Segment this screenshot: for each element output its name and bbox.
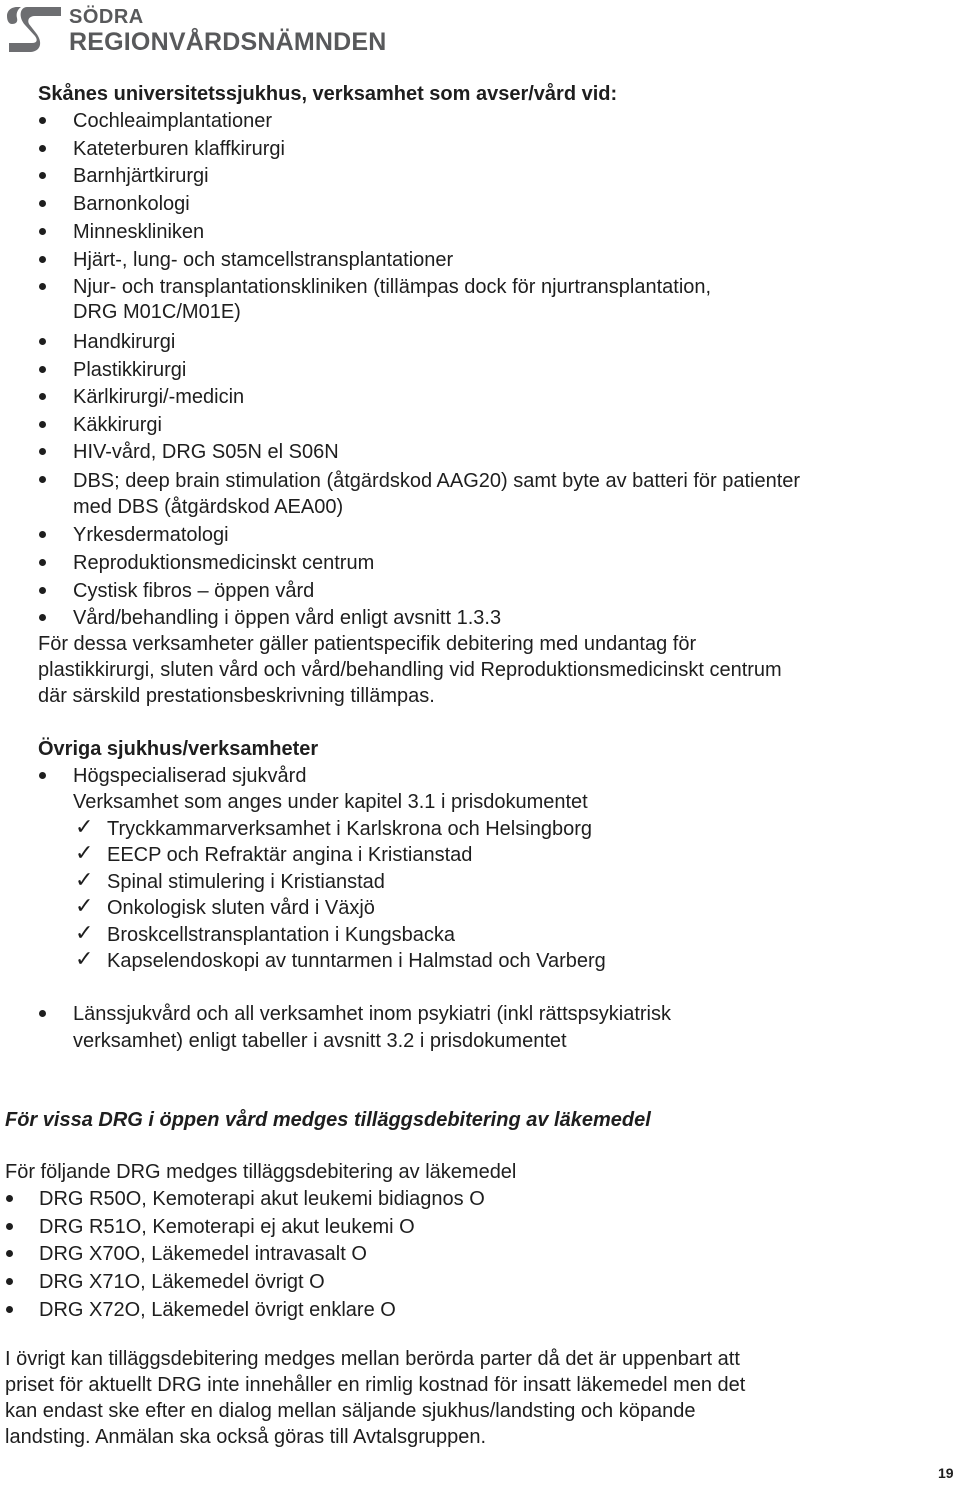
bullet-icon — [39, 476, 46, 483]
list-item: Plastikkirurgi — [73, 359, 187, 381]
check-item: Kapselendoskopi av tunntarmen i Halmstad och Varberg — [107, 950, 606, 972]
check-item: Tryckkammarverksamhet i Karlskrona och Helsingborg — [107, 818, 592, 840]
list-item: Kärlkirurgi/-medicin — [73, 386, 245, 408]
list-item: Barnonkologi — [73, 193, 190, 215]
check-icon: ✓ — [75, 947, 94, 972]
bullet-icon — [39, 172, 46, 179]
logo-emblem-icon — [5, 4, 65, 54]
paragraph-line: priset för aktuellt DRG inte innehåller en rimlig kostnad för insatt läkemedel men det — [5, 1374, 746, 1396]
bullet-icon — [39, 283, 46, 290]
list-item: Barnhjärtkirurgi — [73, 165, 209, 187]
paragraph-line: För dessa verksamheter gäller patientspecifik debitering med undantag för — [38, 633, 697, 655]
check-item: EECP och Refraktär angina i Kristianstad — [107, 844, 473, 866]
list-item: HIV-vård, DRG S05N el S06N — [73, 441, 339, 463]
check-icon: ✓ — [75, 815, 94, 840]
bullet-icon — [39, 366, 46, 373]
bullet-icon — [39, 587, 46, 594]
section-heading-sus: Skånes universitetssjukhus, verksamhet som avser/vård vid: — [38, 83, 618, 105]
paragraph-line: där särskild prestationsbeskrivning tillämpas. — [38, 685, 435, 707]
list-item: Minneskliniken — [73, 221, 205, 243]
bullet-icon — [39, 421, 46, 428]
check-icon: ✓ — [75, 868, 94, 893]
bullet-icon — [39, 256, 46, 263]
list-item: Cochleaimplantationer — [73, 110, 273, 132]
section-heading-other: Övriga sjukhus/verksamheter — [38, 738, 319, 760]
check-icon: ✓ — [75, 841, 94, 866]
bullet-icon — [39, 1010, 46, 1017]
check-item: Broskcellstransplantation i Kungsbacka — [107, 924, 455, 946]
list-item: Länssjukvård och all verksamhet inom psykiatri (inkl rättspsykiatrisk — [73, 1003, 671, 1025]
list-item: Käkkirurgi — [73, 414, 162, 436]
bullet-icon — [39, 531, 46, 538]
paragraph-line: kan endast ske efter en dialog mellan säljande sjukhus/landsting och köpande — [5, 1400, 696, 1422]
list-item: DRG R51O, Kemoterapi ej akut leukemi O — [39, 1216, 415, 1238]
paragraph-line: landsting. Anmälan ska också göras till Avtalsgruppen. — [5, 1426, 487, 1448]
list-item: Vård/behandling i öppen vård enligt avsnitt 1.3.3 — [73, 607, 502, 629]
bullet-icon — [39, 145, 46, 152]
list-item: DBS; deep brain stimulation (åtgärdskod AAG20) samt byte av batteri för patienter — [73, 470, 801, 492]
bullet-icon — [39, 228, 46, 235]
bullet-icon — [39, 338, 46, 345]
paragraph-line: I övrigt kan tilläggsdebitering medges mellan berörda parter då det är uppenbart att — [5, 1348, 740, 1370]
bullet-icon — [39, 200, 46, 207]
bullet-icon — [6, 1306, 13, 1313]
logo — [5, 4, 385, 56]
check-icon: ✓ — [75, 921, 94, 946]
bullet-icon — [6, 1250, 13, 1257]
list-item: Högspecialiserad sjukvård — [73, 765, 307, 787]
list-item: Njur- och transplantationskliniken (tillämpas dock för njurtransplantation, — [73, 276, 712, 298]
list-item-subtext: Verksamhet som anges under kapitel 3.1 i prisdokumentet — [73, 791, 588, 813]
list-item: Hjärt-, lung- och stamcellstransplantationer — [73, 249, 454, 271]
bullet-icon — [39, 448, 46, 455]
list-item: DRG X72O, Läkemedel övrigt enklare O — [39, 1299, 396, 1321]
list-item: Cystisk fibros – öppen vård — [73, 580, 315, 602]
bullet-icon — [39, 614, 46, 621]
list-item: DRG R50O, Kemoterapi akut leukemi bidiagnos O — [39, 1188, 485, 1210]
check-item: Onkologisk sluten vård i Växjö — [107, 897, 375, 919]
bullet-icon — [6, 1223, 13, 1230]
logo-line-2: REGIONVÅRDSNÄMNDEN — [69, 28, 387, 56]
list-item-continuation: verksamhet) enligt tabeller i avsnitt 3.2 i prisdokumentet — [73, 1030, 567, 1052]
list-item: Yrkesdermatologi — [73, 524, 229, 546]
list-item: Handkirurgi — [73, 331, 176, 353]
paragraph-line: plastikkirurgi, sluten vård och vård/behandling vid Reproduktionsmedicinskt centrum — [38, 659, 782, 681]
list-item: Kateterburen klaffkirurgi — [73, 138, 285, 160]
bullet-icon — [39, 393, 46, 400]
list-item: DRG X70O, Läkemedel intravasalt O — [39, 1243, 367, 1265]
section-heading-drg: För vissa DRG i öppen vård medges tilläggsdebitering av läkemedel — [5, 1109, 651, 1131]
page-number: 19 — [938, 1465, 954, 1481]
list-item: Reproduktionsmedicinskt centrum — [73, 552, 375, 574]
paragraph-line: För följande DRG medges tilläggsdebitering av läkemedel — [5, 1161, 517, 1183]
check-icon: ✓ — [75, 894, 94, 919]
logo-line-1: SÖDRA — [69, 6, 144, 28]
bullet-icon — [6, 1278, 13, 1285]
list-item-continuation: med DBS (åtgärdskod AEA00) — [73, 496, 344, 518]
bullet-icon — [39, 559, 46, 566]
list-item: DRG X71O, Läkemedel övrigt O — [39, 1271, 325, 1293]
check-item: Spinal stimulering i Kristianstad — [107, 871, 385, 893]
bullet-icon — [6, 1195, 13, 1202]
list-item-continuation: DRG M01C/M01E) — [73, 301, 241, 323]
bullet-icon — [39, 117, 46, 124]
bullet-icon — [39, 772, 46, 779]
